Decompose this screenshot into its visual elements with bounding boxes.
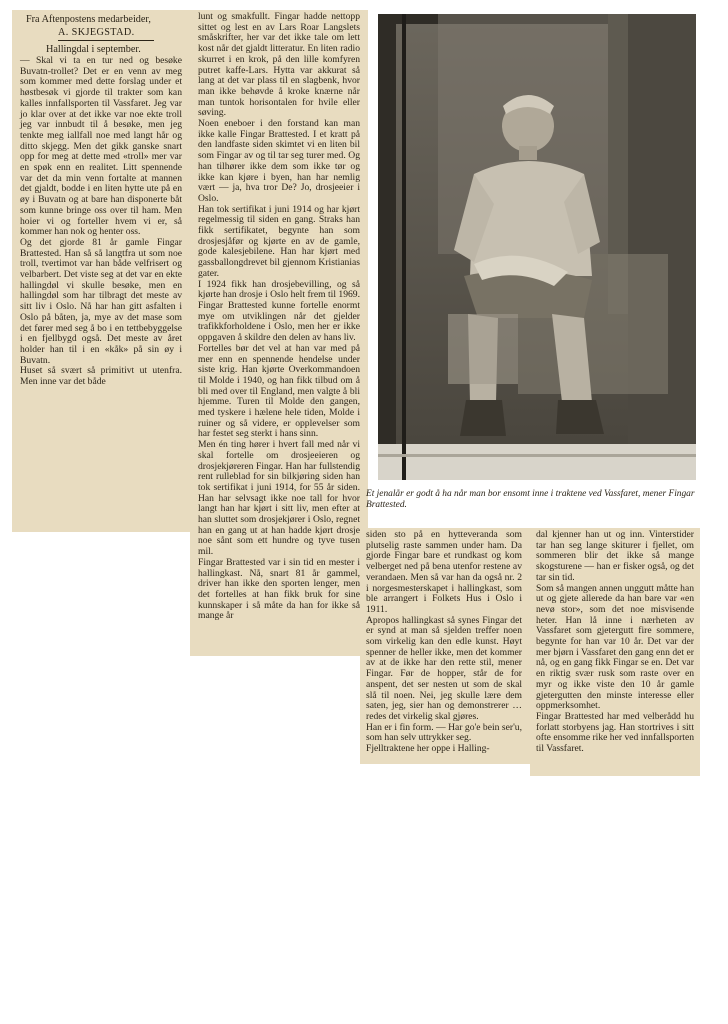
article-body-col-4: dal kjenner han ut og inn. Vinterstider tar han seg lange skiturer i fjellet, om sommeren blir det ikke så mange skogsturene — han er fisker også, og det tar sin tid. Som så mangen annen unggutt måtte han ut og gjete allerede da han bare var «en nevø stor», som det noe misvisende heter. Han lå inne i nærheten av Vassfaret som gjetergutt fire sommere, begynte for han var 10 år. Det var der mer bjørn i Vassfaret den gang enn det er nå, og en gang fikk Fingar se en. Det var en riktig svær rusk som raste over en myr og ikke viste den 10 år gamle gjetergutten den minste interesse eller oppmerksomhet. Fingar Brattested har med velberådd hu forlatt storbyens jag. Han stortrives i sitt ofte ensomme rike her ved innfallsporten til Vassfaret. (536, 529, 694, 755)
dateline: Hallingdal i september. (46, 44, 141, 55)
article-body-col-2: lunt og smakfullt. Fingar hadde nettopp sittet og lest en av Lars Roar Langslets småskrifter, her var det ikke tale om lett kost når det gjaldt litteratur. En liten radio skurret i en krok, på den lille komfyren putret kaffe-Lars. Hytta var akkurat så lang at det var plass til en slagbenk, hvor man ikke behøvde å kroke knærne når man tuntok horisontalen for hvile eller søving. Noen eneboer i den forstand kan man ikke kalle Fingar Brattested. I et kratt på den landfaste siden skimtet vi en liten bil som Fingar av og til tar seg turer med. Og han tilhører ikke dem som ikke tør og ikke kan kjøre i byen, han har nemlig vært — ja, hva tror De? Jo, drosjeeier i Oslo. Han tok sertifikat i juni 1914 og har kjørt regelmessig til siden en gang. Straks han fikk sertifikatet, begynte han som drosjesjåfør og kjørte en av de gamle, gode kalesjebilene. Han har kjørt med gassballongdrevet bil gjennom Kristianias gater. I 1924 fikk han drosjebevilling, og så kjørte han drosje i Oslo helt frem til 1969. Fingar Brattested kunne fortelle enormt mye om utviklingen når det gjelder trafikkforholdene i Oslo, men her er ikke oppgaven å skildre den delen av hans liv. Fortelles bør det vel at han var med på mer enn en spennende hendelse under siste krig. Han kjørte Overkommandoen til Molde i 1940, og han fikk tilbud om å bli med over til England, men valgte å bli hjemme. Turen til Molde den gangen, med tyskere i hælene hele tiden, Molde i ruiner og så videre, er opplevelser som har festet seg sterkt i hans sinn. Men én ting hører i hvert fall med når vi skal fortelle om drosjeeieren og drosjekjøreren Fingar. Han har fullstendig rent rulleblad for sin bilkjøring siden han tok sertifikat i juni 1914, for 55 år siden. Han har selvsagt ikke noe tall for hvor langt han har kjørt i sitt liv, men efter at han sluttet som drosjekjører i Oslo, regnet han en gang ut at han hadde kjørt drosje noe sånt som ett hundre og tyve tusen mil. Fingar Brattested var i sin tid en mester i hallingkast. Nå, snart 81 år gammel, driver han ikke den sporten lenger, men det fortelles at han fikk bruk for sine kunnskaper i så måte da han for ikke så mange år (198, 11, 360, 622)
article-body-col-1: — Skal vi ta en tur ned og besøke Buvatn-trollet? Det er en venn av meg som kommer med dette forslag under et høstbesøk vi gjorde til trakter som kan kalles innfallsporten til Vassfaret. Jeg var jo klar over at det ikke var noe ekte troll jeg var innbudt til å besøke, men jeg tenkte meg iallfall noe med langt hår og ditto skjegg. Men det gikk ganske snart opp for meg at dette med «troll» mer var en spøk enn en realitet. Litt spennende var det da min venn fortalte at mannen det gjaldt, bodde i en liten hytte ute på en øy i Buvatn og at bare han disponerte båt som kunne bringe oss over til ham. Men hoier vi og forteller hvem vi er, så kommer han nok og henter oss. Og det gjorde 81 år gamle Fingar Brattested. Han så så langtfra ut som noe troll, tvertimot var han både velfrisert og velbarbert. Det viste seg at det var en ekte hallingdøl vi skulle besøke, men en hallingdøl som har tilbragt det meste av sitt liv i Oslo. Nå har han gitt asfalten i Oslo på båten, ja, mye av det mase som det fører med seg å bo i en tettbebyggelse i en fjellbygd også. Det meste av året holder han til i en «kåk» på sin øy i Buvatn. Huset så svært så primitivt ut utenfra. Men inne var det både (20, 55, 182, 388)
byline-rule (58, 40, 154, 41)
clipping-column-3 (360, 528, 530, 764)
portrait-photo (378, 14, 696, 480)
clipping-column-2-lower (190, 632, 360, 656)
clipping-column-1 (12, 10, 190, 532)
byline-author: A. SKJEGSTAD. (58, 27, 135, 38)
photo-caption: Et jenalår er godt å ha når man bor ensomt inne i traktene ved Vassfaret, mener Fingar Brattested. (366, 489, 695, 510)
article-body-col-3: siden sto på en hytteveranda som plutselig raste sammen under ham. Da gjorde Fingar bare et rundkast og kom velberget ned på bena utenfor restene av verandaen. Men så var han da også nr. 2 i norgesmesterskapet i hallingkast, som ble arrangert i Folkets Hus i Oslo i 1911. Apropos hallingkast så synes Fingar det er synd at man så sjelden treffer noen som virkelig kan den edle kunst. Høyt spenner de heller ikke, men det kommer av at de ikke har den rette stil, mener Fingar. Før de hopper, står de for anspent, det ser nesten ut som de skal slå til noen. Nei, jeg skulle lære dem saten, jeg, sier han og demonstrerer … redes det virkelig skal gjøres. Han er i fin form. — Har go'e bein ser'u, som han selv uttrykker seg. Fjelltraktene her oppe i Halling- (366, 529, 522, 755)
clipping-column-2 (190, 10, 368, 640)
byline-prefix: Fra Aftenpostens medarbeider, (26, 14, 151, 25)
clipping-column-4 (530, 528, 700, 776)
